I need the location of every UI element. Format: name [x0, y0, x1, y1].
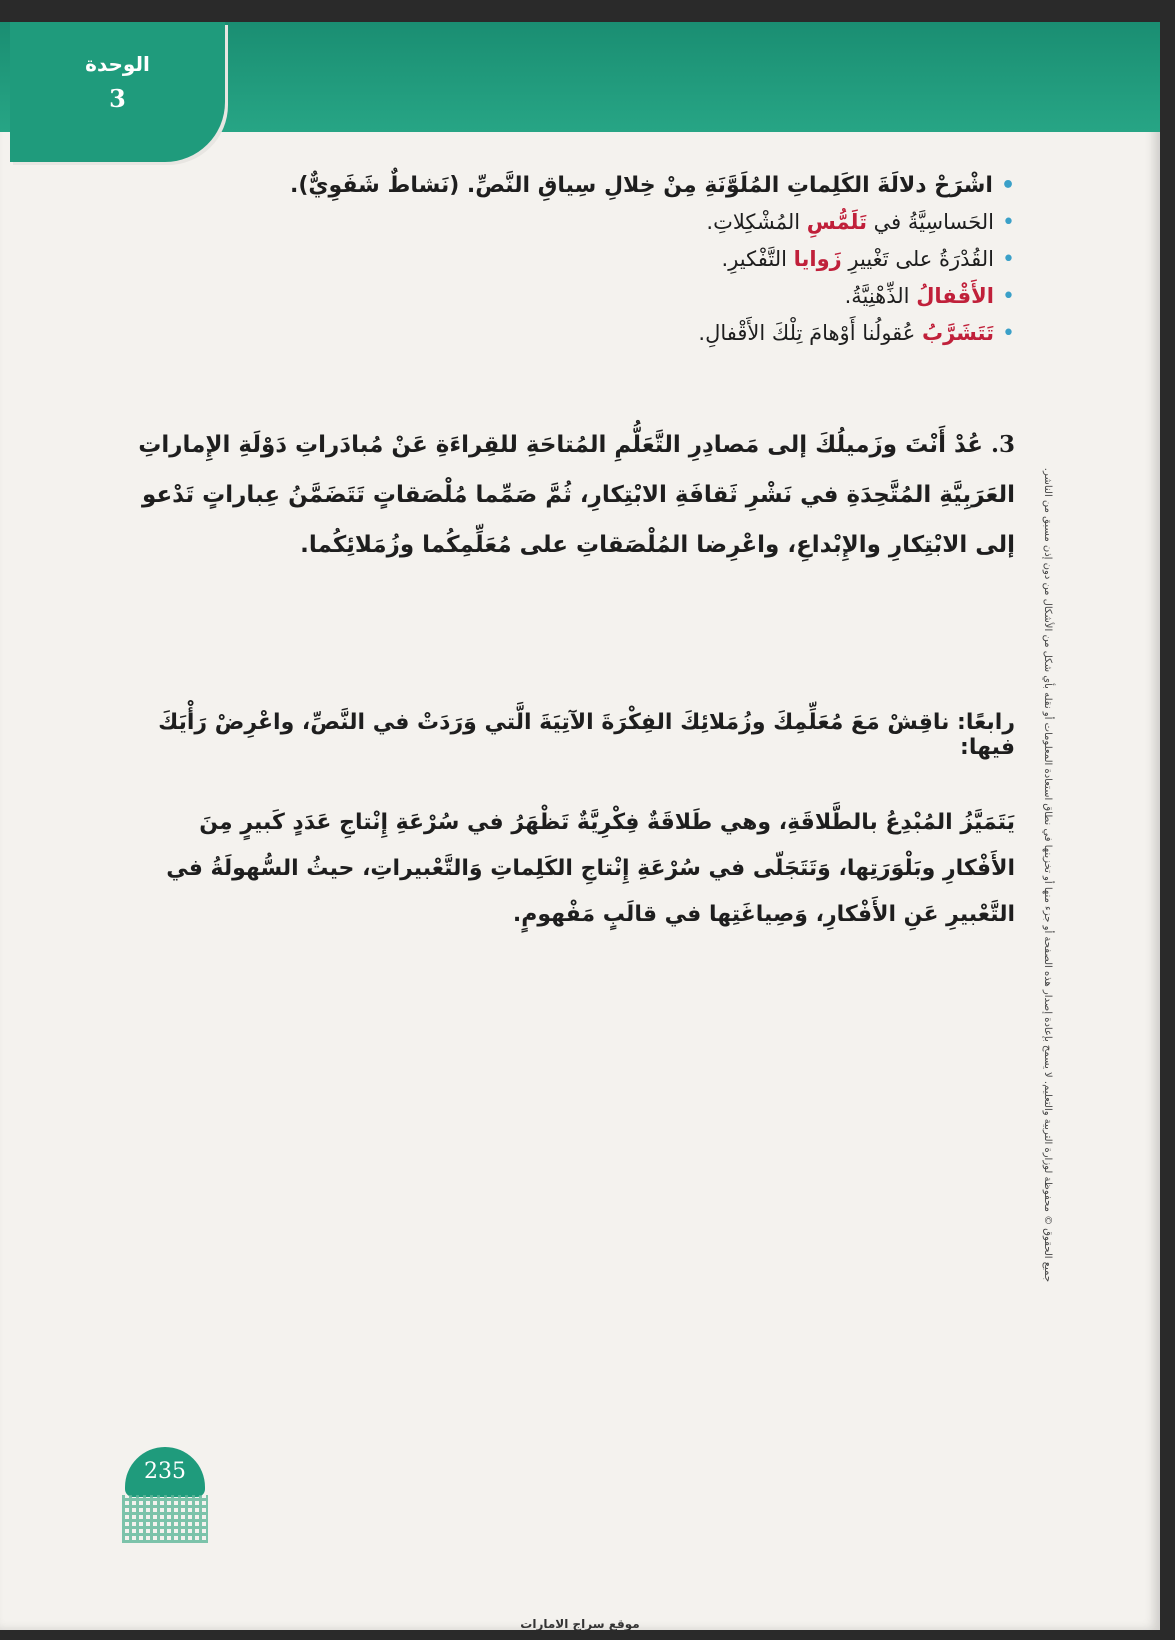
highlighted-word: تَلَمُّسِ — [806, 210, 867, 234]
list-item — [155, 204, 1015, 241]
list-item — [155, 241, 1015, 278]
footer-watermark: موقع سراج الامارات — [520, 1617, 640, 1630]
decorative-pattern-icon — [122, 1495, 208, 1543]
bullet-text: التَّفْكيرِ. — [721, 247, 794, 271]
task-3 — [135, 420, 1015, 570]
vocabulary-list — [155, 167, 1015, 352]
textbook-page — [0, 22, 1160, 1630]
bullet-text: اشْرَحْ دلالَةَ الكَلِماتِ المُلَوَّنَةِ مِنْ خِلالِ سِياقِ النَّصِّ. (نَشاطٌ شَفَوِيٌّ). — [289, 173, 993, 198]
bullet-icon: • — [1002, 247, 1015, 272]
list-item — [155, 278, 1015, 315]
highlighted-word: الأَقْفالُ — [916, 284, 995, 308]
task-number: 3. — [990, 431, 1015, 458]
task-text: عُدْ أَنْتَ وزَميلُكَ إلى مَصادِرِ التَّعَلُّمِ المُتاحَةِ للقِراءَةِ عَنْ مُبادَراتِ دَوْلَةِ الإِماراتِ العَرَبِيَّةِ المُتَّحِدَةِ في نَشْرِ ثَقافَةِ الابْتِكارِ، ثُمَّ صَمِّما مُلْصَقاتٍ تَتَضَمَّنُ عِباراتٍ تَدْعو إلى الابْتِكارِ والإِبْداعِ، واعْرِضا المُلْصَقاتِ على مُعَلِّمِكُما وزُمَلائِكُما. — [138, 432, 1015, 558]
unit-tab — [10, 22, 225, 162]
list-item — [155, 167, 1015, 204]
bullet-prefix: القُدْرَةُ على تَغْييرِ — [841, 247, 995, 271]
quoted-idea: يَتَمَيَّزُ المُبْدِعُ بالطَّلاقَةِ، وهي طَلاقَةٌ فِكْرِيَّةٌ تَظْهَرُ في سُرْعَةِ إِنْتاجِ عَدَدٍ كَبيرٍ مِنَ الأَفْكارِ وبَلْوَرَتِها، وَتَتَجَلّى في سُرْعَةِ إِنْتاجِ الكَلِماتِ وَالتَّعْبيراتِ، حيثُ السُّهولَةُ في التَّعْبيرِ عَنِ الأَفْكارِ، وَصِياغَتِها في قالَبٍ مَفْهومٍ. — [166, 810, 1015, 927]
bullet-prefix: الحَساسِيَّةُ في — [867, 210, 995, 234]
page-number: 235 — [125, 1447, 205, 1497]
bullet-text: عُقولُنا أَوْهامَ تِلْكَ الأَقْفالِ. — [698, 321, 923, 345]
highlighted-word: زَوايا — [793, 247, 842, 271]
copyright-notice: جميع الحقوق © محفوظة لوزارة التربية والتعليم. لا يسمح بإعادة إصدار هذه الصفحة أو جزء منها أو تخزينها في نطاق استعادة المعلومات أو نقله بأي شكل من الأشكال من دون إذن مسبق من الناشر. — [1042, 467, 1053, 1282]
bullet-icon: • — [1002, 284, 1015, 309]
unit-number: 3 — [109, 84, 126, 113]
unit-label: الوحدة — [85, 52, 150, 76]
bullet-icon: • — [1002, 321, 1015, 346]
discussion-prompt: رابعًا: ناقِشْ مَعَ مُعَلِّمِكَ وزُمَلائِكَ الفِكْرَةَ الآتِيَةَ الَّتي وَرَدَتْ في النَّصِّ، واعْرِضْ رَأْيَكَ فيها: — [158, 710, 1015, 760]
highlighted-word: تَتَشَرَّبُ — [922, 321, 995, 345]
list-item — [155, 315, 1015, 352]
page-number-badge — [120, 1447, 210, 1542]
bullet-text: المُشْكِلاتِ. — [706, 210, 807, 234]
bullet-icon: • — [1000, 173, 1015, 198]
bullet-text: الذِّهْنِيَّةُ. — [844, 284, 917, 308]
bullet-icon: • — [1002, 210, 1015, 235]
